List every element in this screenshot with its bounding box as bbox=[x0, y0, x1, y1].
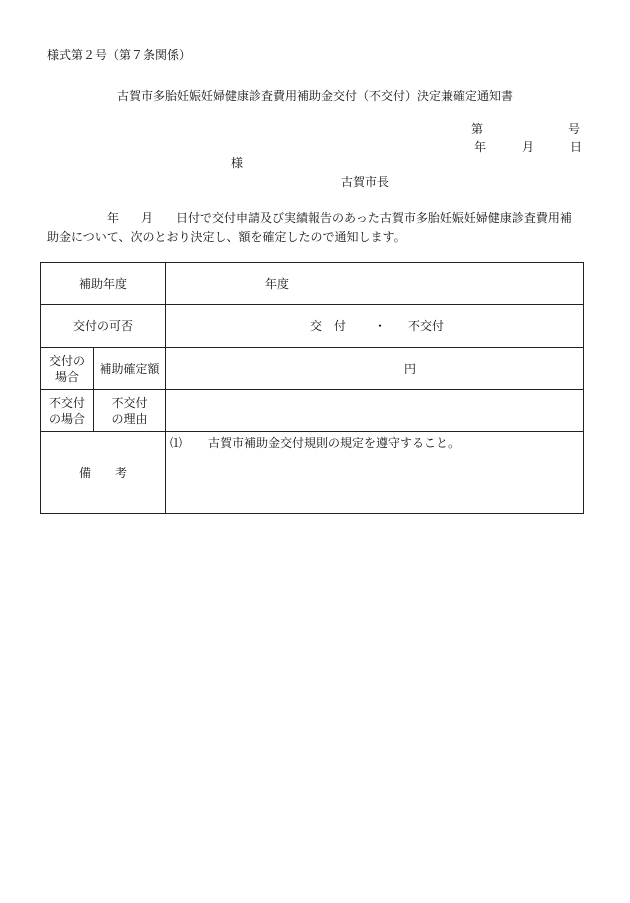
row-nongrant-case bbox=[41, 390, 584, 432]
remarks-value[interactable] bbox=[166, 432, 584, 514]
body-year: 年 bbox=[107, 211, 120, 225]
row-decision bbox=[41, 305, 584, 348]
confirmed-amount-label: 補助確定額 bbox=[94, 348, 166, 390]
fiscal-year-suffix: 年度 bbox=[265, 276, 290, 291]
fiscal-year-label: 補助年度 bbox=[41, 263, 166, 305]
remarks-number: ⑴ bbox=[170, 436, 183, 450]
yen-unit: 円 bbox=[404, 361, 417, 376]
decision-value[interactable] bbox=[166, 305, 584, 348]
nongrant-case-line-1: 不交付 bbox=[48, 395, 85, 410]
option-separator: ・ bbox=[374, 319, 387, 333]
date-year: 年 bbox=[474, 140, 487, 154]
reference-number-prefix: 第 bbox=[471, 122, 484, 136]
date-month: 月 bbox=[522, 140, 535, 154]
row-remarks bbox=[41, 432, 584, 514]
row-fiscal-year bbox=[41, 263, 584, 305]
sender-name: 古賀市長 bbox=[341, 175, 390, 189]
body-month: 月 bbox=[141, 211, 154, 225]
body-text-line-1: 日付で交付申請及び実績報告のあった古賀市多胎妊娠妊婦健康診査費用補 bbox=[176, 211, 572, 225]
confirmed-amount-value[interactable] bbox=[166, 348, 584, 390]
nongrant-case-label bbox=[41, 390, 94, 432]
nongrant-option[interactable]: 不交付 bbox=[408, 319, 445, 333]
body-text-line-2: 助金について、次のとおり決定し、額を確定したので通知します。 bbox=[47, 230, 406, 244]
remarks-label: 備 考 bbox=[41, 432, 166, 514]
addressee-honorific: 様 bbox=[231, 156, 244, 170]
row-grant-case bbox=[41, 348, 584, 390]
nongrant-reason-line-1: 不交付 bbox=[111, 395, 148, 410]
nongrant-reason-label bbox=[94, 390, 166, 432]
grant-case-line-2: 場合 bbox=[54, 369, 79, 384]
reference-number-suffix: 号 bbox=[568, 122, 581, 136]
nongrant-reason-line-2: の理由 bbox=[111, 411, 148, 426]
remarks-text: 古賀市補助金交付規則の規定を遵守すること。 bbox=[208, 436, 461, 450]
date-day: 日 bbox=[570, 140, 583, 154]
nongrant-case-line-2: の場合 bbox=[48, 411, 85, 426]
document-title: 古賀市多胎妊娠妊婦健康診査費用補助金交付（不交付）決定兼確定通知書 bbox=[116, 89, 513, 103]
form-number: 様式第２号（第７条関係） bbox=[47, 48, 192, 62]
fiscal-year-value[interactable] bbox=[166, 263, 584, 305]
body-line-1 bbox=[47, 211, 572, 225]
nongrant-reason-value[interactable] bbox=[166, 390, 584, 432]
decision-label: 交付の可否 bbox=[41, 305, 166, 348]
grant-case-line-1: 交付の bbox=[48, 353, 85, 368]
grant-case-label bbox=[41, 348, 94, 390]
grant-option[interactable]: 交 付 bbox=[310, 319, 347, 333]
notification-table bbox=[40, 262, 584, 514]
